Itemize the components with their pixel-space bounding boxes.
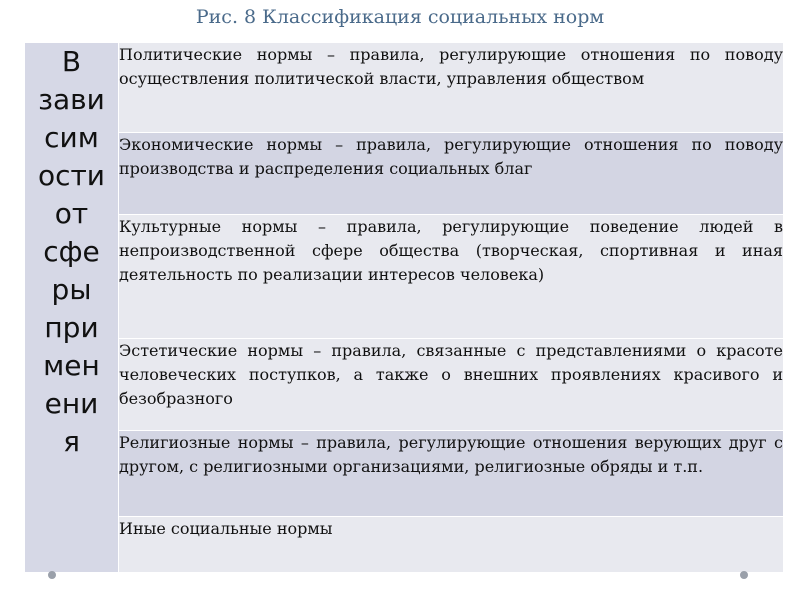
page-title: Рис. 8 Классификация социальных норм [195, 6, 605, 28]
row-economic: Экономические нормы – правила, регулирующие отношения по поводу производства и распределения социальных благ [119, 133, 784, 215]
row-religious: Религиозные нормы – правила, регулирующие отношения верующих друг с другом, с религиозными организациями, религиозные обряды и т.п. [119, 431, 784, 517]
left-dot-decoration [48, 571, 56, 579]
norms-table [24, 42, 784, 573]
row-aesthetic: Эстетические нормы – правила, связанные с представлениями о красоте человеческих поступков, а также о внешних проявлениях красивого и безобразного [119, 339, 784, 431]
row-political: Политические нормы – правила, регулирующие отношения по поводу осуществления политической власти, управления обществом [119, 43, 784, 133]
right-dot-decoration [740, 571, 748, 579]
row-cultural: Культурные нормы – правила, регулирующие поведение людей в непроизводственной сфере общества (творческая, спортивная и иная деятельность по реализации интересов человека) [119, 215, 784, 339]
row-other: Иные социальные нормы [119, 517, 784, 573]
side-label-cell [25, 43, 119, 573]
side-label: В зави сим ости от сфе ры при мен ени я [37, 45, 106, 458]
